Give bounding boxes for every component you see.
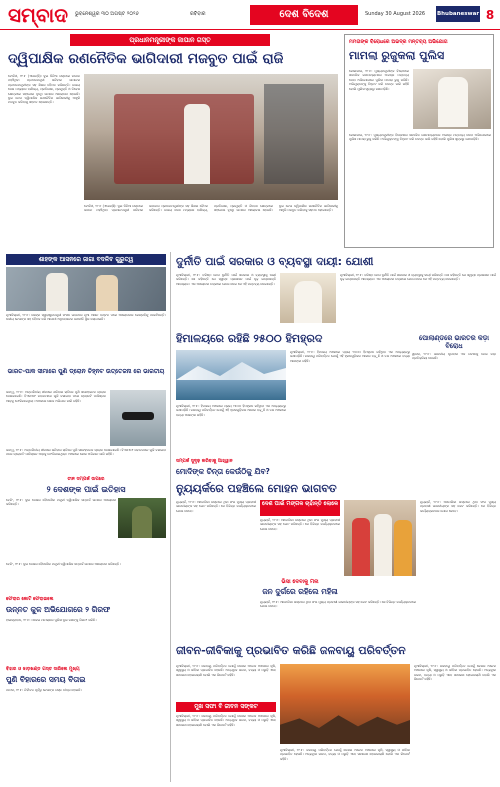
bottom-body-right: ନୂଆଦିଲ୍ଲୀ, ୨୯।୮: ଜଳବାୟୁ ପରିବର୍ତ୍ତନ ଯୋଗୁଁ ଦେଶର ଅନେକ ଅଞ୍ଚଳରେ କୃଷି, ସ୍ୱାସ୍ଥ୍ୟ ଓ ଜୀବିକା ପ୍ରଭାବିତ ହେଉଛି। ଅତ୍ୟଧିକ ଗରମ, ବନ୍ୟା ଓ ମରୁଡ଼ି ଏବେ ସାଧାରଣ ହୋଇଗଲାଣି ବୋଲି ଏକ ରିପୋର୍ଟ କହିଛି। bbox=[414, 664, 496, 682]
center5-photo bbox=[344, 500, 416, 576]
page-number: 8 bbox=[485, 8, 495, 22]
bottom-sub: ମୁଖ ସଫା ବି ଜୀବନ ସଙ୍କଟ bbox=[176, 702, 276, 712]
center5-sub3: ଜନ ଦୁର୍ଗରେ ରହିଲେ ମହିଳା bbox=[262, 587, 338, 596]
left-col1-kicker: ଶାହଙ୍କ ଆସନରେ ଜାଗା ବଦଳିବ ଗୁରୁତ୍ୱ bbox=[6, 254, 166, 265]
left-col2-body: ଜାମ୍ମୁ, ୨୯।୮: ଅନ୍ତର୍ଜାତୀୟ ସୀମାରେ ଶନିବାର ରାତିରେ ପୁଣି ସନ୍ଦେହଜନକ ଡ୍ରୋନ ଦେଖାଯାଇଛି। ବିଏସଏଫ ଜବାନମାନେ ଗୁଳି ଚଳାଇବା ପରେ ଡ୍ରୋନଟି ପାକିସ୍ତାନ ଆଡ଼କୁ ଫେରିଯାଇଥିଲା। ଅଞ୍ଚଳରେ ଖୋଜ ଅଭିଯାନ ଜାରି ରହିଛି। bbox=[6, 390, 106, 403]
left-col3-kicker: ଚୀନ ସମ୍ପର୍କ ଉପରେ bbox=[67, 477, 105, 482]
bottom-headline: ଜୀବନ-ଜୀବିକାକୁ ପ୍ରଭାବିତ କରିଛି ଜଳବାୟୁ ପରିବର୍ତ୍ତନ bbox=[176, 644, 406, 657]
left-col5-kicker: ବିହାର ଓ ଝାଡ଼ଖଣ୍ଡ ଗସ୍ତ ସାରିଲେ ମୁଖ୍ୟ bbox=[6, 667, 80, 672]
left-col5-headline: ପୁଣି ବିହାରରେ ସମୟ ବିତାଇ bbox=[6, 675, 86, 684]
center2-photo bbox=[176, 350, 286, 400]
left-col3-body-cont: ବେଜିଂ, ୨୯।୮: ଦୁଇ ଦେଶର ବୈଦେଶିକ ମନ୍ତ୍ରୀ ଦ୍ୱିପାକ୍ଷିକ ସମ୍ପର୍କ ଉପରେ ଆଲୋଚନା କରିଛନ୍ତି। bbox=[6, 562, 121, 566]
right-top-box bbox=[344, 34, 494, 248]
center3-body: ୱାରସ, ୨୯।୮: ଭାରତୀୟ ଦୂତାବାସ ଏକ ଘଟଣାକୁ ନେଇ କଡ଼ା ପ୍ରତିକ୍ରିୟା ଦେଇଛି। bbox=[412, 352, 496, 361]
lead-headline: ଦ୍ୱିପାକ୍ଷିକ ରଣନୈତିକ ଭାଗିଦାରୀ ମଜବୁତ ପାଇଁ ରାଜି bbox=[8, 51, 284, 67]
right-top-photo bbox=[413, 69, 491, 129]
left-col2-body-cont: ଜାମ୍ମୁ, ୨୯।୮: ଅନ୍ତର୍ଜାତୀୟ ସୀମାରେ ଶନିବାର ରାତିରେ ପୁଣି ସନ୍ଦେହଜନକ ଡ୍ରୋନ ଦେଖାଯାଇଛି। ବିଏସଏଫ ଜବାନମାନେ ଗୁଳି ଚଳାଇବା ପରେ ଡ୍ରୋନଟି ପାକିସ୍ତାନ ଆଡ଼କୁ ଫେରିଯାଇଥିଲା। ଅଞ୍ଚଳରେ ଖୋଜ ଅଭିଯାନ ଜାରି ରହିଛି। bbox=[6, 448, 166, 457]
section-title: ଦେଶ ବିଦେଶ bbox=[250, 5, 358, 25]
right-top-kicker: ମମତାଙ୍କ ବିରୋଧରେ ଅଭଦ୍ର ମନ୍ତବ୍ୟ ଅଭିଯୋଗ bbox=[349, 39, 448, 45]
center5-headline: ନ୍ୟୁୟର୍କରେ ପହଞ୍ଚିଲେ ମୋହନ ଭାଗବତ bbox=[176, 482, 337, 495]
left-col4-headline: ଉନ୍ନତ କୁଳ ଅଭିଯୋଗରେ ୨ ଗିରଫ bbox=[6, 605, 111, 614]
center1-body-cont: ନୂଆଦିଲ୍ଲୀ, ୨୯।୮: ବରିଷ୍ଠ ନେତା ଦୁର୍ନୀତି ପାଇଁ ସରକାର ଓ ବ୍ୟବସ୍ଥାକୁ ଦାୟୀ କରିଛନ୍ତି। ସେ କହିଛନ୍ତି ଯେ ସ୍ୱଚ୍ଛ ପ୍ରଶାସନ ପାଇଁ ଦୃଢ଼ ଇଚ୍ଛାଶକ୍ତି ଆବଶ୍ୟକ। ଏକ ଆଲୋଚନା ଚକ୍ରରେ ଯୋଗ ଦେଇ ସେ ଏହି ମନ୍ତବ୍ୟ ଦେଇଛନ୍ତି। bbox=[340, 273, 496, 282]
left-col3-photo bbox=[118, 498, 166, 538]
left-col2-photo bbox=[110, 390, 166, 446]
edition-line: ଭୁବନେଶ୍ୱର ୩୦ ଅଗଷ୍ଟ ୨୦୨୬ bbox=[75, 11, 139, 17]
right-top-headline: ମାମଲା ରୁଜୁକଲା ପୁଲିସ bbox=[349, 49, 445, 62]
center2-headline: ହିମାଳୟରେ ରହିଛି ୨୫୦୦ ହିମହ୍ରଦ bbox=[176, 332, 323, 345]
left-col1-body: ନୂଆଦିଲ୍ଲୀ, ୨୯।୮: କେନ୍ଦ୍ର ସ୍ୱରାଷ୍ଟ୍ରମନ୍ତ୍ରୀ ସଂସଦ ଭବନରେ ନୂଆ ଆସନ ବଣ୍ଟନ ପରେ ଆଲୋଚନାର କେନ୍ଦ୍ରବିନ୍ଦୁ ପାଲଟିଛନ୍ତି। ଦଳୀୟ ନେତାଙ୍କ ସହ ବୈଠକ କରି ଆଗାମୀ ଅଧିବେଶନର ରଣନୀତି ସ୍ଥିର କରାଯାଇଛି। bbox=[6, 313, 166, 322]
center4-headline: ମୋଦିଙ୍କ ଚିନ୍ତା କେଉଁଠିକୁ ଯିବ? bbox=[176, 467, 270, 476]
bottom-body-cont: ନୂଆଦିଲ୍ଲୀ, ୨୯।୮: ଜଳବାୟୁ ପରିବର୍ତ୍ତନ ଯୋଗୁଁ ଦେଶର ଅନେକ ଅଞ୍ଚଳରେ କୃଷି, ସ୍ୱାସ୍ଥ୍ୟ ଓ ଜୀବିକା ପ୍ରଭାବିତ ହେଉଛି। ଅତ୍ୟଧିକ ଗରମ, ବନ୍ୟା ଓ ମରୁଡ଼ି ଏବେ ସାଧାରଣ ହୋଇଗଲାଣି ବୋଲି ଏକ ରିପୋର୍ଟ କହିଛି। bbox=[176, 714, 276, 727]
left-col3-body: ବେଜିଂ, ୨୯।୮: ଦୁଇ ଦେଶର ବୈଦେଶିକ ମନ୍ତ୍ରୀ ଦ୍ୱିପାକ୍ଷିକ ସମ୍ପର୍କ ଉପରେ ଆଲୋଚନା କରିଛନ୍ତି। bbox=[6, 498, 116, 507]
center3-headline: ପୋଲାଣ୍ଡରେ ଭାରତର କଡ଼ା ବିରୋଧ bbox=[418, 334, 489, 350]
left-col3-headline: ୨ ଦେଶଙ୍କ ପାଇଁ ଇତିହାସ bbox=[46, 485, 126, 494]
left-col2-headline: ଭାରତ-ପାକ ସୀମାରେ ପୁଣି ଡ୍ରୋନ ଚିହ୍ନଟ ଉତ୍ତେଜନା ରେ ଭାରତୀୟ bbox=[7, 368, 165, 375]
lead-kicker: ପ୍ରଧାନମନ୍ତ୍ରୀଙ୍କ ଜାପାନ ଗସ୍ତ bbox=[70, 34, 270, 46]
right-top-body: କୋଲକାତା, ୨୯।୮: ମୁଖ୍ୟମନ୍ତ୍ରୀଙ୍କ ବିରୋଧରେ ସାମାଜିକ ଗଣମାଧ୍ୟମରେ ଅଭଦ୍ର ମନ୍ତବ୍ୟ ଦେବା ଅଭିଯୋଗରେ ପୁଲିସ ମାମଲା ରୁଜୁ କରିଛି। ଅଭିଯୁକ୍ତଙ୍କୁ ଚିହ୍ନଟ କରି ତଦନ୍ତ ଜାରି ରହିଛି ବୋଲି ପୁଲିସ ସୂତ୍ରରୁ ଜଣାପଡ଼ିଛି। bbox=[349, 69, 409, 91]
lead-body: ଟୋକିଓ, ୨୯।୮ (ଏଜେନ୍ସି): ଦୁଇ ଦିନିଆ ଗସ୍ତରେ ଜାପାନ ପହଞ୍ଚିଥିବା ପ୍ରଧାନମନ୍ତ୍ରୀ ଶନିବାର ଜାପାନର ପ୍ରଧାନମନ୍ତ୍ରୀଙ୍କ ସହ ଶିଖର ବୈଠକ କରିଛନ୍ତି। ଉଭୟ ଦେଶ ମଧ୍ୟରେ ବାଣିଜ୍ୟ, ପ୍ରତିରକ୍ଷା, ପ୍ରଯୁକ୍ତି ଓ ନିବେଶ କ୍ଷେତ୍ରରେ ସହଯୋଗ ବୃଦ୍ଧି ଉପରେ ଆଲୋଚନା ହୋଇଛି। ଦୁଇ ନେତା ଦ୍ୱିପାକ୍ଷିକ ରଣନୈତିକ ଭାଗିଦାରୀକୁ ଆହୁରି ମଜବୁତ କରିବାକୁ ସହମତ ହୋଇଛନ୍ତି। bbox=[8, 74, 80, 105]
masthead bbox=[0, 0, 500, 30]
right-top-body-cont: କୋଲକାତା, ୨୯।୮: ମୁଖ୍ୟମନ୍ତ୍ରୀଙ୍କ ବିରୋଧରେ ସାମାଜିକ ଗଣମାଧ୍ୟମରେ ଅଭଦ୍ର ମନ୍ତବ୍ୟ ଦେବା ଅଭିଯୋଗରେ ପୁଲିସ ମାମଲା ରୁଜୁ କରିଛି। ଅଭିଯୁକ୍ତଙ୍କୁ ଚିହ୍ନଟ କରି ତଦନ୍ତ ଜାରି ରହିଛି ବୋଲି ପୁଲିସ ସୂତ୍ରରୁ ଜଣାପଡ଼ିଛି। bbox=[349, 133, 491, 142]
left-col4-body: ହାଇଦ୍ରାବାଦ, ୨୯।୮: ଠକେଇ ମାମଲାରେ ପୁଲିସ ଦୁଇ ଜଣଙ୍କୁ ଗିରଫ କରିଛି। bbox=[6, 618, 97, 622]
bottom-photo bbox=[280, 664, 410, 744]
left-col1-photo bbox=[6, 267, 166, 311]
center1-body: ନୂଆଦିଲ୍ଲୀ, ୨୯।୮: ବରିଷ୍ଠ ନେତା ଦୁର୍ନୀତି ପାଇଁ ସରକାର ଓ ବ୍ୟବସ୍ଥାକୁ ଦାୟୀ କରିଛନ୍ତି। ସେ କହିଛନ୍ତି ଯେ ସ୍ୱଚ୍ଛ ପ୍ରଶାସନ ପାଇଁ ଦୃଢ଼ ଇଚ୍ଛାଶକ୍ତି ଆବଶ୍ୟକ। ଏକ ଆଲୋଚନା ଚକ୍ରରେ ଯୋଗ ଦେଇ ସେ ଏହି ମନ୍ତବ୍ୟ ଦେଇଛନ୍ତି। bbox=[176, 273, 276, 286]
day-label: ରବିବାର bbox=[190, 11, 206, 17]
logo: ସମ୍ବାଦ bbox=[8, 3, 68, 27]
center5-body: ନ୍ୟୁୟର୍କ, ୨୯।୮: ଆମେରିକା ଗସ୍ତରେ ଥିବା ସଂଘ ମୁଖ୍ୟ ପ୍ରବାସୀ ଭାରତୀୟଙ୍କ ସହ ଭେଟ କରିଛନ୍ତି। ସେ ବିଭିନ୍ନ କାର୍ଯ୍ୟକ୍ରମରେ ଯୋଗ ଦେବେ। bbox=[176, 500, 256, 513]
left-col4-kicker: ଫେରାର କୋଟି ଫେରାଇଲେ bbox=[6, 597, 54, 602]
left-col5-body: ପାଟନା, ୨୯।୮: ନିର୍ବାଚନ ପୂର୍ବରୁ ନେତାଙ୍କ ଗସ୍ତ ତୀବ୍ର ହୋଇଛି। bbox=[6, 688, 82, 692]
bottom-body: ନୂଆଦିଲ୍ଲୀ, ୨୯।୮: ଜଳବାୟୁ ପରିବର୍ତ୍ତନ ଯୋଗୁଁ ଦେଶର ଅନେକ ଅଞ୍ଚଳରେ କୃଷି, ସ୍ୱାସ୍ଥ୍ୟ ଓ ଜୀବିକା ପ୍ରଭାବିତ ହେଉଛି। ଅତ୍ୟଧିକ ଗରମ, ବନ୍ୟା ଓ ମରୁଡ଼ି ଏବେ ସାଧାରଣ ହୋଇଗଲାଣି ବୋଲି ଏକ ରିପୋର୍ଟ କହିଛି। bbox=[176, 664, 276, 677]
column-rule bbox=[170, 252, 171, 782]
date-en: Sunday 30 August 2026 bbox=[365, 11, 426, 17]
center2-body: ନୂଆଦିଲ୍ଲୀ, ୨୯।୮: ହିମାଳୟ ଅଞ୍ଚଳରେ ପ୍ରାୟ ୨୫୦୦ ହିମହ୍ରଦ ରହିଥିବା ଏକ ଅଧ୍ୟୟନରୁ ଜଣାପଡ଼ିଛି। ଜଳବାୟୁ ପରିବର୍ତ୍ତନ ଯୋଗୁଁ ଏହି ହ୍ରଦଗୁଡ଼ିକର ଆକାର ବଢ଼ୁଛି ଓ ତଳ ଅଞ୍ଚଳରେ ବନ୍ୟା ଆଶଙ୍କା ରହିଛି। bbox=[290, 350, 410, 363]
bottom-body-under: ନୂଆଦିଲ୍ଲୀ, ୨୯।୮: ଜଳବାୟୁ ପରିବର୍ତ୍ତନ ଯୋଗୁଁ ଦେଶର ଅନେକ ଅଞ୍ଚଳରେ କୃଷି, ସ୍ୱାସ୍ଥ୍ୟ ଓ ଜୀବିକା ପ୍ରଭାବିତ ହେଉଛି। ଅତ୍ୟଧିକ ଗରମ, ବନ୍ୟା ଓ ମରୁଡ଼ି ଏବେ ସାଧାରଣ ହୋଇଗଲାଣି ବୋଲି ଏକ ରିପୋର୍ଟ କହିଛି। bbox=[280, 748, 410, 761]
center4-kicker: ସମ୍ପର୍କ ସୁଦୃଢ଼ କରିବାକୁ ଆହ୍ୱାନ bbox=[176, 459, 233, 464]
center5-sub1: ଦେଶ ପାଇଁ ମଙ୍ଗଳ ଚାହାଁନ୍ତି ଲୋକେ bbox=[260, 500, 340, 516]
center5-sub3-body: ନ୍ୟୁୟର୍କ, ୨୯।୮: ଆମେରିକା ଗସ୍ତରେ ଥିବା ସଂଘ ମୁଖ୍ୟ ପ୍ରବାସୀ ଭାରତୀୟଙ୍କ ସହ ଭେଟ କରିଛନ୍ତି। ସେ ବିଭିନ୍ନ କାର୍ଯ୍ୟକ୍ରମରେ ଯୋଗ ଦେବେ। bbox=[260, 600, 416, 609]
center5-body-cont: ନ୍ୟୁୟର୍କ, ୨୯।୮: ଆମେରିକା ଗସ୍ତରେ ଥିବା ସଂଘ ମୁଖ୍ୟ ପ୍ରବାସୀ ଭାରତୀୟଙ୍କ ସହ ଭେଟ କରିଛନ୍ତି। ସେ ବିଭିନ୍ନ କାର୍ଯ୍ୟକ୍ରମରେ ଯୋଗ ଦେବେ। bbox=[420, 500, 496, 513]
center1-photo bbox=[280, 273, 336, 323]
lead-photo bbox=[84, 74, 338, 200]
lead-body-cont: ଟୋକିଓ, ୨୯।୮ (ଏଜେନ୍ସି): ଦୁଇ ଦିନିଆ ଗସ୍ତରେ ଜାପାନ ପହଞ୍ଚିଥିବା ପ୍ରଧାନମନ୍ତ୍ରୀ ଶନିବାର ଜାପାନର ପ୍ରଧାନମନ୍ତ୍ରୀଙ୍କ ସହ ଶିଖର ବୈଠକ କରିଛନ୍ତି। ଉଭୟ ଦେଶ ମଧ୍ୟରେ ବାଣିଜ୍ୟ, ପ୍ରତିରକ୍ଷା, ପ୍ରଯୁକ୍ତି ଓ ନିବେଶ କ୍ଷେତ୍ରରେ ସହଯୋଗ ବୃଦ୍ଧି ଉପରେ ଆଲୋଚନା ହୋଇଛି। ଦୁଇ ନେତା ଦ୍ୱିପାକ୍ଷିକ ରଣନୈତିକ ଭାଗିଦାରୀକୁ ଆହୁରି ମଜବୁତ କରିବାକୁ ସହମତ ହୋଇଛନ୍ତି। bbox=[84, 204, 338, 213]
center5-sub1-body: ନ୍ୟୁୟର୍କ, ୨୯।୮: ଆମେରିକା ଗସ୍ତରେ ଥିବା ସଂଘ ମୁଖ୍ୟ ପ୍ରବାସୀ ଭାରତୀୟଙ୍କ ସହ ଭେଟ କରିଛନ୍ତି। ସେ ବିଭିନ୍ନ କାର୍ଯ୍ୟକ୍ରମରେ ଯୋଗ ଦେବେ। bbox=[260, 518, 340, 531]
center5-sub2: ଭିସା ଦେବାକୁ ମନା bbox=[281, 579, 319, 585]
city-badge: Bhubaneswar bbox=[436, 6, 480, 22]
center1-headline: ଦୁର୍ନୀତି ପାଇଁ ସରକାର ଓ ବ୍ୟବସ୍ଥା ଦାୟୀ: ଯୋଶୀ bbox=[176, 255, 374, 268]
center2-body-cont: ନୂଆଦିଲ୍ଲୀ, ୨୯।୮: ହିମାଳୟ ଅଞ୍ଚଳରେ ପ୍ରାୟ ୨୫୦୦ ହିମହ୍ରଦ ରହିଥିବା ଏକ ଅଧ୍ୟୟନରୁ ଜଣାପଡ଼ିଛି। ଜଳବାୟୁ ପରିବର୍ତ୍ତନ ଯୋଗୁଁ ଏହି ହ୍ରଦଗୁଡ଼ିକର ଆକାର ବଢ଼ୁଛି ଓ ତଳ ଅଞ୍ଚଳରେ ବନ୍ୟା ଆଶଙ୍କା ରହିଛି। bbox=[176, 404, 286, 417]
